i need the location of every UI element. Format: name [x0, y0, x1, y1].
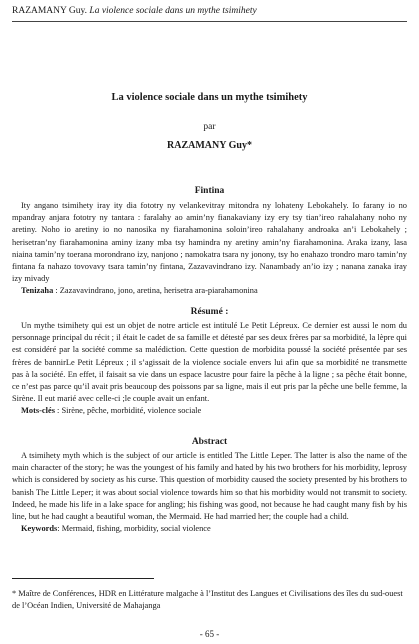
running-head-author: RAZAMANY Guy. — [12, 6, 88, 16]
resume-section — [12, 320, 407, 418]
page-number: - 65 - — [199, 629, 220, 639]
fintina-section — [12, 200, 407, 298]
fintina-keywords — [12, 285, 407, 297]
abstract-text: A tsimihety myth which is the subject of our article is entitled The Little Leper. The latter is also the name of the main character of the story; he was the youngest of his family and hated by his two brothers for his morbidity, leprosy which is considered by society as his curse. This question of morbidity caused the society presented by his brothers to banish The Little Leper; it was about social violence towards him so that his morbidity would not transmit to society. Indeed, he made his life in a lake space for angling; his fishing was good, not because he had caught many fish by his line, but he had caught a beautiful woman, the Mermaid. He had married her; the couple had a child. — [12, 451, 407, 522]
footnote-rule — [12, 578, 154, 579]
header-rule — [12, 21, 407, 22]
fintina-keywords-label: Tenizaha — [21, 286, 54, 296]
article-title: La violence sociale dans un mythe tsimihety — [111, 92, 308, 103]
article-author: RAZAMANY Guy* — [167, 140, 252, 151]
fintina-text: Ity angano tsimihety iray ity dia fototry ny velankevitray mitondra ny lohateny Lebokahely. Io farany io no mpandray anjara fototry ny tantara : faralahy ao amin’ny fianakaviany izy ery tsy tian’ireo rahalahany noho ny aretiny. Noho io aretiny io no nanosika ny fiarahamonina soloin’ireo rahalahany androaka an’i Lebokahely ; herisetran’ny fiarahamonina aminy izany mba tsy hamindra ny aretiny amin’ny fiarahamonina. Araka izany, lasa niaina tamin’ny toerana morondrano izy, nanjono ; namokatra tsara ny jonony, tsy ho enahazo trondro maro tamin’ny fintana fa nahazo tovovavy tsara tamin’ny fintana, Zazavavindrano izy. Nanambady an’io izy ; nanana zanaka iray izy mivady — [12, 201, 407, 284]
fintina-heading: Fintina — [194, 186, 225, 196]
resume-text: Un mythe tsimihety qui est un objet de notre article est intitulé Le Petit Lépreux. Ce dernier est aussi le nom du personnage principal du récit ; il était le cadet de sa famille et détesté par ses deux frères par sa morbidité, la lèpre qui est considéré par la société comme sa malédiction. Cette question de morbidita poussé la société présentée par ses frères de bannirLe Petit Lépreux ; il s’agissait de la violence sociale envers lui afin que sa morbidité ne transmette pas à la société. En effet, il faisait sa vie dans un espace lacustre pour faire la pêche à la ligne ; sa pêche était bonne, ce n’est pas parce qu’il avait pris beaucoup des poissons par sa ligne, mais il eut pris par la pêche une belle femme, la Sirène. Il eut marié avec celle-ci ;le couple avait un enfant. — [12, 321, 407, 404]
abstract-keywords-label: Keywords — [21, 524, 58, 534]
running-head-title: La violence sociale dans un mythe tsimihety — [89, 6, 257, 16]
resume-heading: Résumé : — [190, 307, 229, 317]
resume-keywords — [12, 405, 407, 417]
abstract-keywords — [12, 523, 407, 535]
resume-keywords-label: Mots-clés — [21, 406, 55, 416]
abstract-heading: Abstract — [191, 437, 228, 447]
running-head — [12, 6, 407, 17]
abstract-section — [12, 450, 407, 535]
abstract-keywords-text: : Mermaid, fishing, morbidity, social violence — [57, 524, 211, 534]
resume-keywords-text: : Sirène, pêche, morbidité, violence sociale — [54, 406, 202, 416]
byline-par: par — [203, 122, 216, 132]
fintina-keywords-text: : Zazavavindrano, jono, aretina, herisetra ara-piarahamonina — [53, 286, 258, 296]
author-footnote: * Maître de Conférences, HDR en Littérature malgache à l’Institut des Langues et Civilisations des îles du sud-ouest de l’Océan Indien, Université de Mahajanga — [12, 589, 403, 610]
